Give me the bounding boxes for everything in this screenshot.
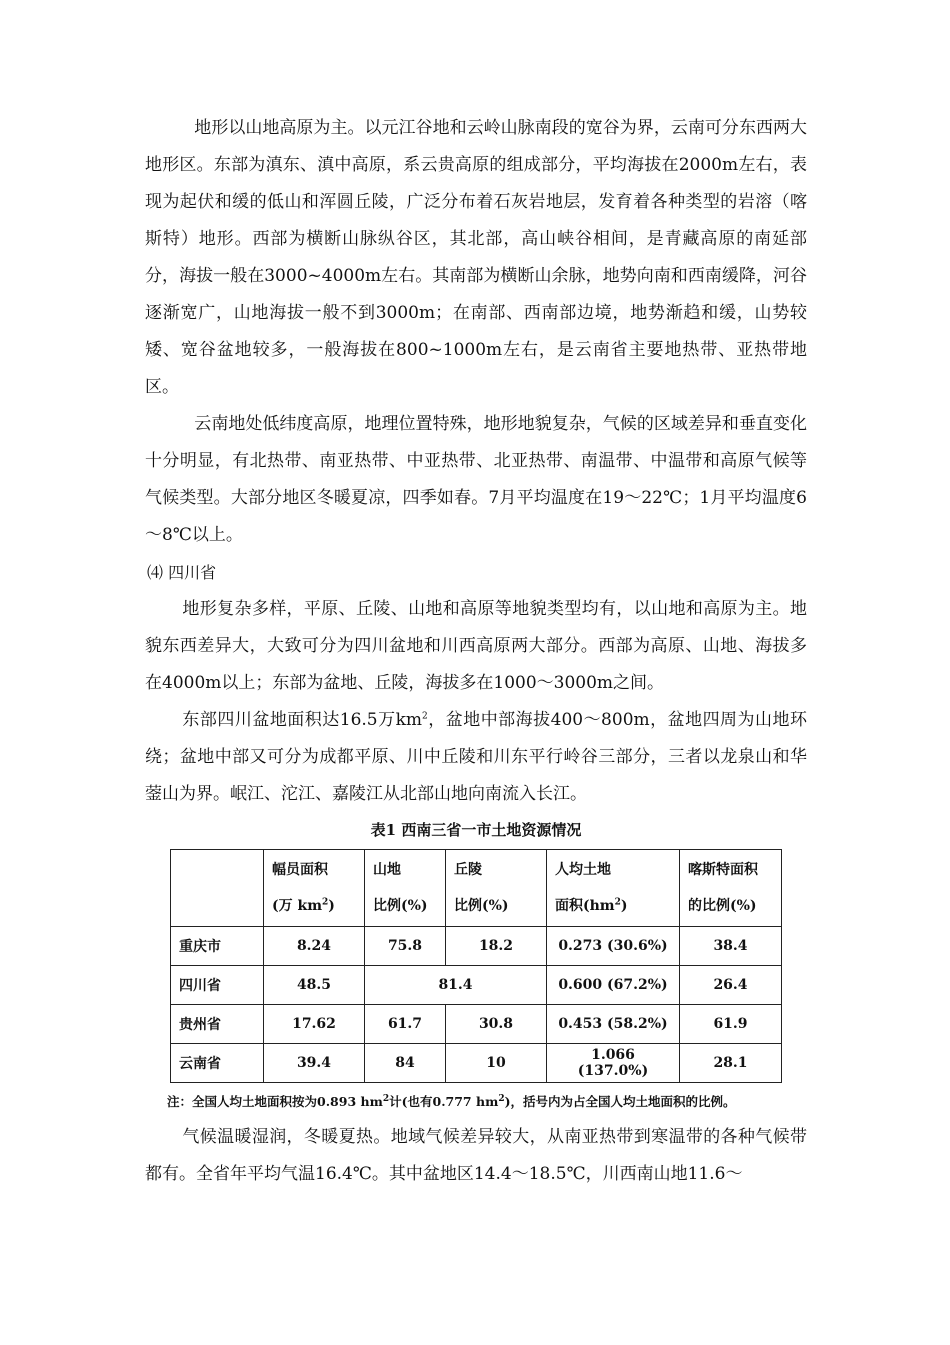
cell-per-capita: 0.273 (30.6%) xyxy=(547,927,680,966)
cell-per-capita: 1.066 (137.0%) xyxy=(547,1044,680,1083)
header-mountain: 山地 比例(%) xyxy=(365,850,446,927)
header-karst: 喀斯特面积 的比例(%) xyxy=(680,850,782,927)
cell-area: 8.24 xyxy=(264,927,365,966)
document-page xyxy=(145,110,807,1193)
row-name: 云南省 xyxy=(171,1044,264,1083)
table-header-row xyxy=(171,850,782,927)
paragraph-yunnan-terrain: 地形以山地高原为主。以元江谷地和云岭山脉南段的宽谷为界，云南可分东西两大地形区。东部为滇东、滇中高原，系云贵高原的组成部分，平均海拔在2000m左右，表现为起伏和缓的低山和浑圆丘陵，广泛分布着石灰岩地层，发育着各种类型的岩溶（喀斯特）地形。西部为横断山脉纵谷区，其北部，高山峡谷相间，是青藏高原的南延部分，海拔一般在3000~4000m左右。其南部为横断山余脉，地势向南和西南缓降，河谷逐渐宽广，山地海拔一般不到3000m；在南部、西南部边境，地势渐趋和缓，山势较矮、宽谷盆地较多，一般海拔在800~1000m左右，是云南省主要地热带、亚热带地区。 xyxy=(145,118,807,397)
cell-karst: 38.4 xyxy=(680,927,782,966)
row-name: 四川省 xyxy=(171,966,264,1005)
cell-area: 39.4 xyxy=(264,1044,365,1083)
paragraph-sichuan-terrain: 地形复杂多样，平原、丘陵、山地和高原等地貌类型均有，以山地和高原为主。地貌东西差异大，大致可分为四川盆地和川西高原两大部分。西部为高原、山地、海拔多在4000m以上；东部为盆地、丘陵，海拔多在1000～3000m之间。 xyxy=(145,599,807,693)
table-row xyxy=(171,1044,782,1083)
cell-mountain: 84 xyxy=(365,1044,446,1083)
cell-karst: 26.4 xyxy=(680,966,782,1005)
table-row xyxy=(171,927,782,966)
header-empty-cell xyxy=(171,850,264,927)
header-per-capita: 人均土地 面积$(hm^2)$ xyxy=(547,850,680,927)
section-heading-sichuan: ⑷ 四川省 xyxy=(147,563,217,582)
cell-per-capita: 0.600 (67.2%) xyxy=(547,966,680,1005)
paragraph-yunnan-climate: 云南地处低纬度高原，地理位置特殊，地形地貌复杂，气候的区域差异和垂直变化十分明显，有北热带、南亚热带、中亚热带、北亚热带、南温带、中温带和高原气候等气候类型。大部分地区冬暖夏凉，四季如春。7月平均温度在19～22℃；1月平均温度6～8℃以上。 xyxy=(145,414,807,545)
cell-hill: 18.2 xyxy=(446,927,547,966)
cell-mountain: 61.7 xyxy=(365,1005,446,1044)
paragraph-sichuan-climate: 气候温暖湿润，冬暖夏热。地域气候差异较大，从南亚热带到寒温带的各种气候带都有。全省年平均气温16.4℃。其中盆地区14.4～18.5℃，川西南山地11.6～ xyxy=(145,1127,807,1184)
cell-karst: 61.9 xyxy=(680,1005,782,1044)
table-note: 注：全国人均土地面积按为0.893 $hm^2$计(也有0.777 $hm^2$)，括号内为占全国人均土地面积的比例。 xyxy=(167,1093,736,1109)
table-caption: 表1 西南三省一市土地资源情况 xyxy=(370,821,582,839)
header-area: 幅员面积 (万 $km^2$) xyxy=(264,850,365,927)
cell-hill: 30.8 xyxy=(446,1005,547,1044)
cell-area: 48.5 xyxy=(264,966,365,1005)
cell-mountain: 75.8 xyxy=(365,927,446,966)
land-resources-table xyxy=(170,849,782,1083)
cell-mountain-hill-merged: 81.4 xyxy=(365,966,547,1005)
row-name: 贵州省 xyxy=(171,1005,264,1044)
header-hill: 丘陵 比例(%) xyxy=(446,850,547,927)
table-row xyxy=(171,1005,782,1044)
cell-karst: 28.1 xyxy=(680,1044,782,1083)
table-row xyxy=(171,966,782,1005)
paragraph-sichuan-basin: 东部四川盆地面积达16.5万$km^2$，盆地中部海拔400～800m，盆地四周为山地环绕；盆地中部又可分为成都平原、川中丘陵和川东平行岭谷三部分，三者以龙泉山和华蓥山为界。岷江、沱江、嘉陵江从北部山地向南流入长江。 xyxy=(145,710,807,804)
cell-hill: 10 xyxy=(446,1044,547,1083)
row-name: 重庆市 xyxy=(171,927,264,966)
cell-area: 17.62 xyxy=(264,1005,365,1044)
cell-per-capita: 0.453 (58.2%) xyxy=(547,1005,680,1044)
